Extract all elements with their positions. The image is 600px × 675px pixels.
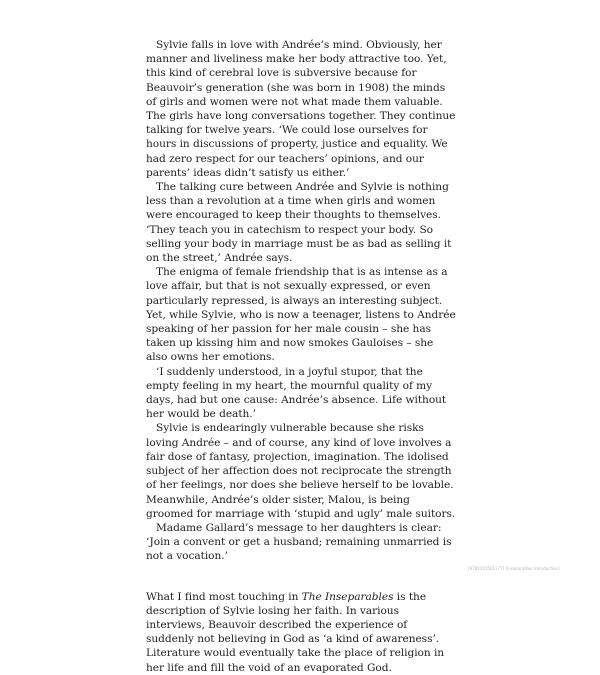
document-page (146, 38, 456, 675)
final-paragraph-rest: is the description of Sylvie losing her faith. In various interviews, Beauvoir described the experience of suddenly not believing in God as ‘a kind of awareness’. Literature would eventually take the place of religion in her life and fill the void of an evaporated God. (146, 590, 445, 674)
body-paragraph: Sylvie falls in love with Andrée’s mind. Obviously, her manner and liveliness make her body attractive too. Yet, this kind of cerebral love is subversive because for Beauvoir’s generation (she was born in 1908) the minds of girls and women were not what made them valuable. The girls have long conversations together. They continue talking for twelve years. ‘We could lose ourselves for hours in discussions of property, justice and equality. We had zero respect for our teachers’ opinions, and our parents’ ideas didn’t satisfy us either.’ (146, 39, 456, 179)
paragraph-gap (146, 564, 456, 590)
body-paragraph: ‘I suddenly understood, in a joyful stupor, that the empty feeling in my heart, the mournful quality of my days, had but one cause: Andrée’s absence. Life without her would be death.’ (146, 365, 447, 421)
body-paragraph: The talking cure between Andrée and Sylvie is nothing less than a revolution at a time when girls and women were encouraged to keep their thoughts to themselves. ‘They teach you in catechism to respect your body. So selling your body in marriage must be as bad as selling it on the street,’ Andrée says. (146, 181, 452, 265)
book-title: The Inseparables (301, 590, 394, 603)
body-paragraph: Madame Gallard’s message to her daughters is clear: ‘Join a convent or get a husband; remaining unmarried is not a vocation.’ (146, 521, 452, 563)
final-paragraph (146, 590, 456, 675)
body-paragraph: The enigma of female friendship that is as intense as a love affair, but that is not sexually expressed, or even particularly repressed, is always an interesting subject. Yet, while Sylvie, who is now a teenager, listens to Andrée speaking of her passion for her male cousin – she has taken up kissing him and now smokes Gauloises – she also owns her emotions. (146, 266, 456, 364)
final-paragraph-lead: What I find most touching in (146, 590, 302, 603)
page-footer: [9780241501177] [Inseparables Introduction] (468, 566, 560, 571)
body-paragraph: Sylvie is endearingly vulnerable because she risks loving Andrée – and of course, any kind of love involves a fair dose of fantasy, projection, imagination. The idolised subject of her affection does not reciprocate the strength of her feelings, nor does she believe herself to be lovable. Meanwhile, Andrée’s older sister, Malou, is being groomed for marriage with ‘stupid and ugly’ male suitors. (146, 422, 456, 520)
